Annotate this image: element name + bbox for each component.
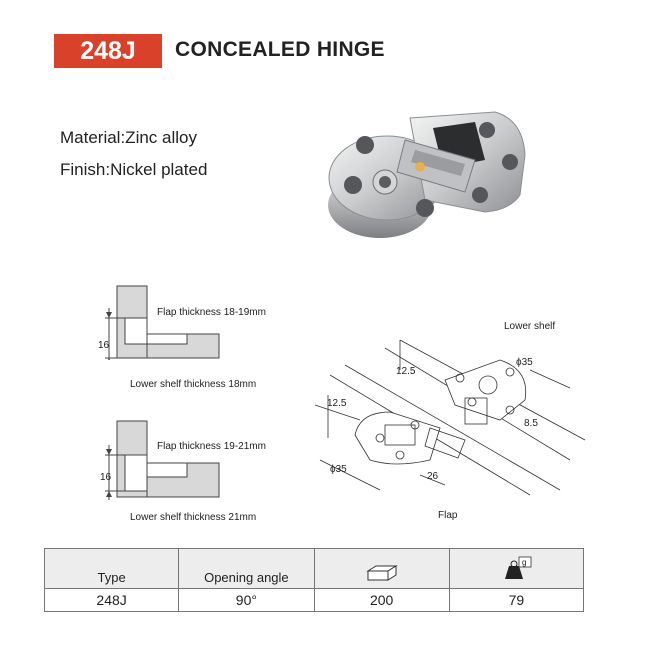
top-dim-16: 16 — [98, 340, 110, 351]
header-opening-angle: Opening angle — [179, 549, 314, 589]
model-badge: 248J — [54, 34, 162, 68]
bottom-dim-16: 16 — [100, 472, 112, 483]
cell-angle: 90° — [179, 589, 314, 612]
weight-icon — [499, 556, 533, 582]
dim-phi35-bottom: ϕ35 — [330, 464, 347, 475]
material-spec: Material:Zinc alloy — [60, 128, 197, 147]
top-shelf-label: Lower shelf thickness 18mm — [130, 379, 257, 390]
dim-26: 26 — [427, 471, 439, 482]
bottom-shelf-label: Lower shelf thickness 21mm — [130, 512, 257, 523]
dim-phi35-top: ϕ35 — [516, 357, 533, 368]
box-icon — [366, 564, 398, 582]
cell-weight: 79 — [449, 589, 583, 612]
isometric-drawing — [300, 320, 590, 510]
section-diagram-bottom — [95, 415, 295, 500]
top-flap-label: Flap thickness 18-19mm — [157, 307, 266, 318]
spec-table — [44, 548, 584, 612]
dim-12-5-top: 12.5 — [396, 366, 416, 377]
lower-shelf-label: Lower shelf — [504, 321, 556, 332]
header-type: Type — [45, 549, 179, 589]
dim-8-5: 8.5 — [524, 418, 538, 429]
hinge-product-image — [325, 100, 530, 250]
finish-spec: Finish:Nickel plated — [60, 160, 208, 179]
dim-12-5-left: 12.5 — [327, 398, 347, 409]
flap-label: Flap — [438, 510, 458, 521]
header-box — [314, 549, 449, 589]
page-title: CONCEALED HINGE — [175, 38, 385, 61]
bottom-flap-label: Flap thickness 19-21mm — [157, 441, 266, 452]
weight-icon-letter: g — [522, 558, 527, 567]
section-diagram-top — [95, 280, 295, 360]
cell-type: 248J — [45, 589, 179, 612]
cell-box: 200 — [314, 589, 449, 612]
header-weight — [449, 549, 583, 589]
